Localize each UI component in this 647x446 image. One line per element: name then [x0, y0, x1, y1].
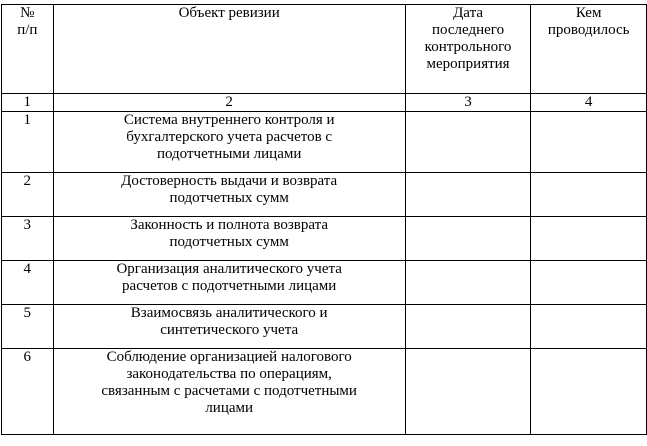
row-object: Система внутреннего контроля и бухгалтерского учета расчетов с подотчетными лицами [53, 112, 405, 173]
table-row [2, 305, 647, 349]
row-date [405, 305, 531, 349]
table-row [2, 217, 647, 261]
index-row [2, 94, 647, 112]
header-who: Кем проводилось [531, 5, 647, 94]
row-who [531, 349, 647, 435]
row-who [531, 217, 647, 261]
index-cell: 4 [531, 94, 647, 112]
row-date [405, 173, 531, 217]
row-date [405, 349, 531, 435]
table-row [2, 112, 647, 173]
header-num: № п/п [2, 5, 54, 94]
header-object: Объект ревизии [53, 5, 405, 94]
row-who [531, 261, 647, 305]
row-num: 3 [2, 217, 54, 261]
index-cell: 3 [405, 94, 531, 112]
row-num: 5 [2, 305, 54, 349]
revision-table [1, 4, 647, 435]
index-cell: 1 [2, 94, 54, 112]
header-row [2, 5, 647, 94]
table-row [2, 261, 647, 305]
row-object: Соблюдение организацией налогового законодательства по операциям, связанным с расчетами с подотчетными лицами [53, 349, 405, 435]
index-cell: 2 [53, 94, 405, 112]
row-object: Взаимосвязь аналитического и синтетического учета [53, 305, 405, 349]
row-date [405, 217, 531, 261]
row-num: 1 [2, 112, 54, 173]
row-date [405, 112, 531, 173]
row-num: 4 [2, 261, 54, 305]
table-row [2, 173, 647, 217]
row-num: 2 [2, 173, 54, 217]
header-date: Дата последнего контрольного мероприятия [405, 5, 531, 94]
row-who [531, 112, 647, 173]
table-row [2, 349, 647, 435]
row-object: Организация аналитического учета расчетов с подотчетными лицами [53, 261, 405, 305]
row-who [531, 173, 647, 217]
row-object: Достоверность выдачи и возврата подотчетных сумм [53, 173, 405, 217]
row-object: Законность и полнота возврата подотчетных сумм [53, 217, 405, 261]
row-num: 6 [2, 349, 54, 435]
row-date [405, 261, 531, 305]
row-who [531, 305, 647, 349]
